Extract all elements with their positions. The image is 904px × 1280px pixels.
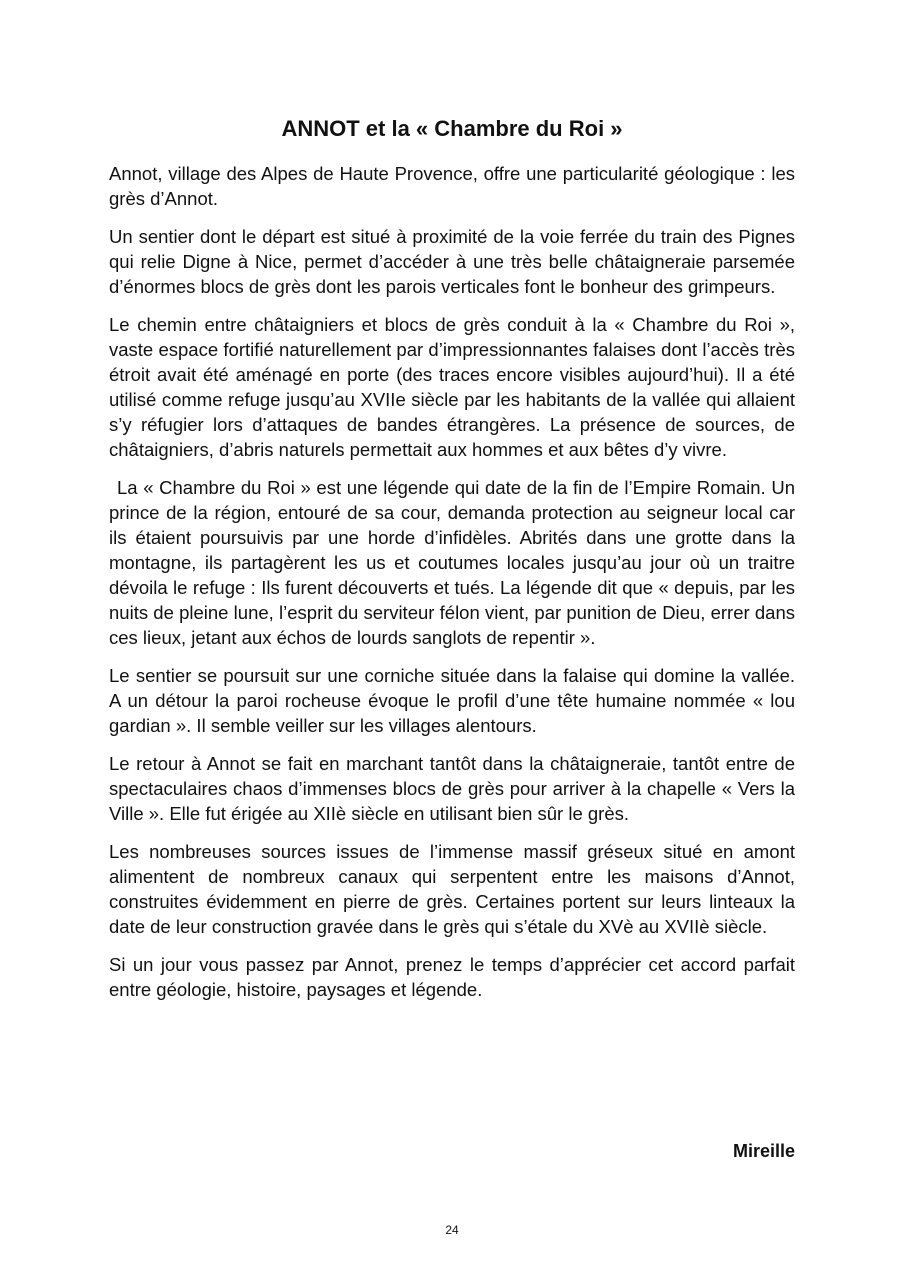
- page-number: 24: [445, 1223, 459, 1237]
- paragraph-corniche: Le sentier se poursuit sur une corniche située dans la falaise qui domine la vallée. A un détour la paroi rocheuse évoque le profil d’une tête humaine nommée « lou gardian ». Il semble veiller sur les villages alentours.: [109, 665, 795, 736]
- paragraph-sentier: Un sentier dont le départ est situé à proximité de la voie ferrée du train des Pignes qui relie Digne à Nice, permet d’accéder à une très belle châtaigneraie parsemée d’énormes blocs de grès dont les parois verticales font le bonheur des grimpeurs.: [109, 226, 795, 297]
- paragraph-intro: Annot, village des Alpes de Haute Provence, offre une particularité géologique : les grès d’Annot.: [109, 163, 795, 209]
- paragraph-retour: Le retour à Annot se fait en marchant tantôt dans la châtaigneraie, tantôt entre de spectaculaires chaos d’immenses blocs de grès pour arriver à la chapelle « Vers la Ville ». Elle fut érigée au XIIè siècle en utilisant bien sûr le grès.: [109, 753, 795, 824]
- paragraph-chemin: Le chemin entre châtaigniers et blocs de grès conduit à la « Chambre du Roi », vaste espace fortifié naturellement par d’impressionnantes falaises dont l’accès très étroit avait été aménagé en porte (des traces encore visibles aujourd’hui). Il a été utilisé comme refuge jusqu’au XVIIe siècle par les habitants de la vallée qui allaient s’y réfugier lors d’attaques de bandes étrangères. La présence de sources, de châtaigniers, d’abris naturels permettait aux hommes et aux bêtes d’y vivre.: [109, 314, 795, 460]
- paragraph-conclusion: Si un jour vous passez par Annot, prenez le temps d’apprécier cet accord parfait entre géologie, histoire, paysages et légende.: [109, 954, 795, 1000]
- author-signature: Mireille: [732, 1141, 795, 1161]
- paragraph-legende: La « Chambre du Roi » est une légende qui date de la fin de l’Empire Romain. Un prince de la région, entouré de sa cour, demanda protection au seigneur local car ils étaient poursuivis par une horde d’infidèles. Abrités dans une grotte dans la montagne, ils partagèrent les us et coutumes locales jusqu’au jour où un traitre dévoila le refuge : Ils furent découverts et tués. La légende dit que « depuis, par les nuits de pleine lune, l’esprit du serviteur félon vient, par punition de Dieu, errer dans ces lieux, jetant aux échos de lourds sanglots de repentir ».: [109, 477, 795, 648]
- paragraph-sources: Les nombreuses sources issues de l’immense massif gréseux situé en amont alimentent de nombreux canaux qui serpentent entre les maisons d’Annot, construites évidemment en pierre de grès. Certaines portent sur leurs linteaux la date de leur construction gravée dans le grès qui s’étale du XVè au XVIIè siècle.: [109, 841, 795, 937]
- article-body: [109, 161, 795, 1015]
- page-title: ANNOT et la « Chambre du Roi »: [281, 116, 623, 141]
